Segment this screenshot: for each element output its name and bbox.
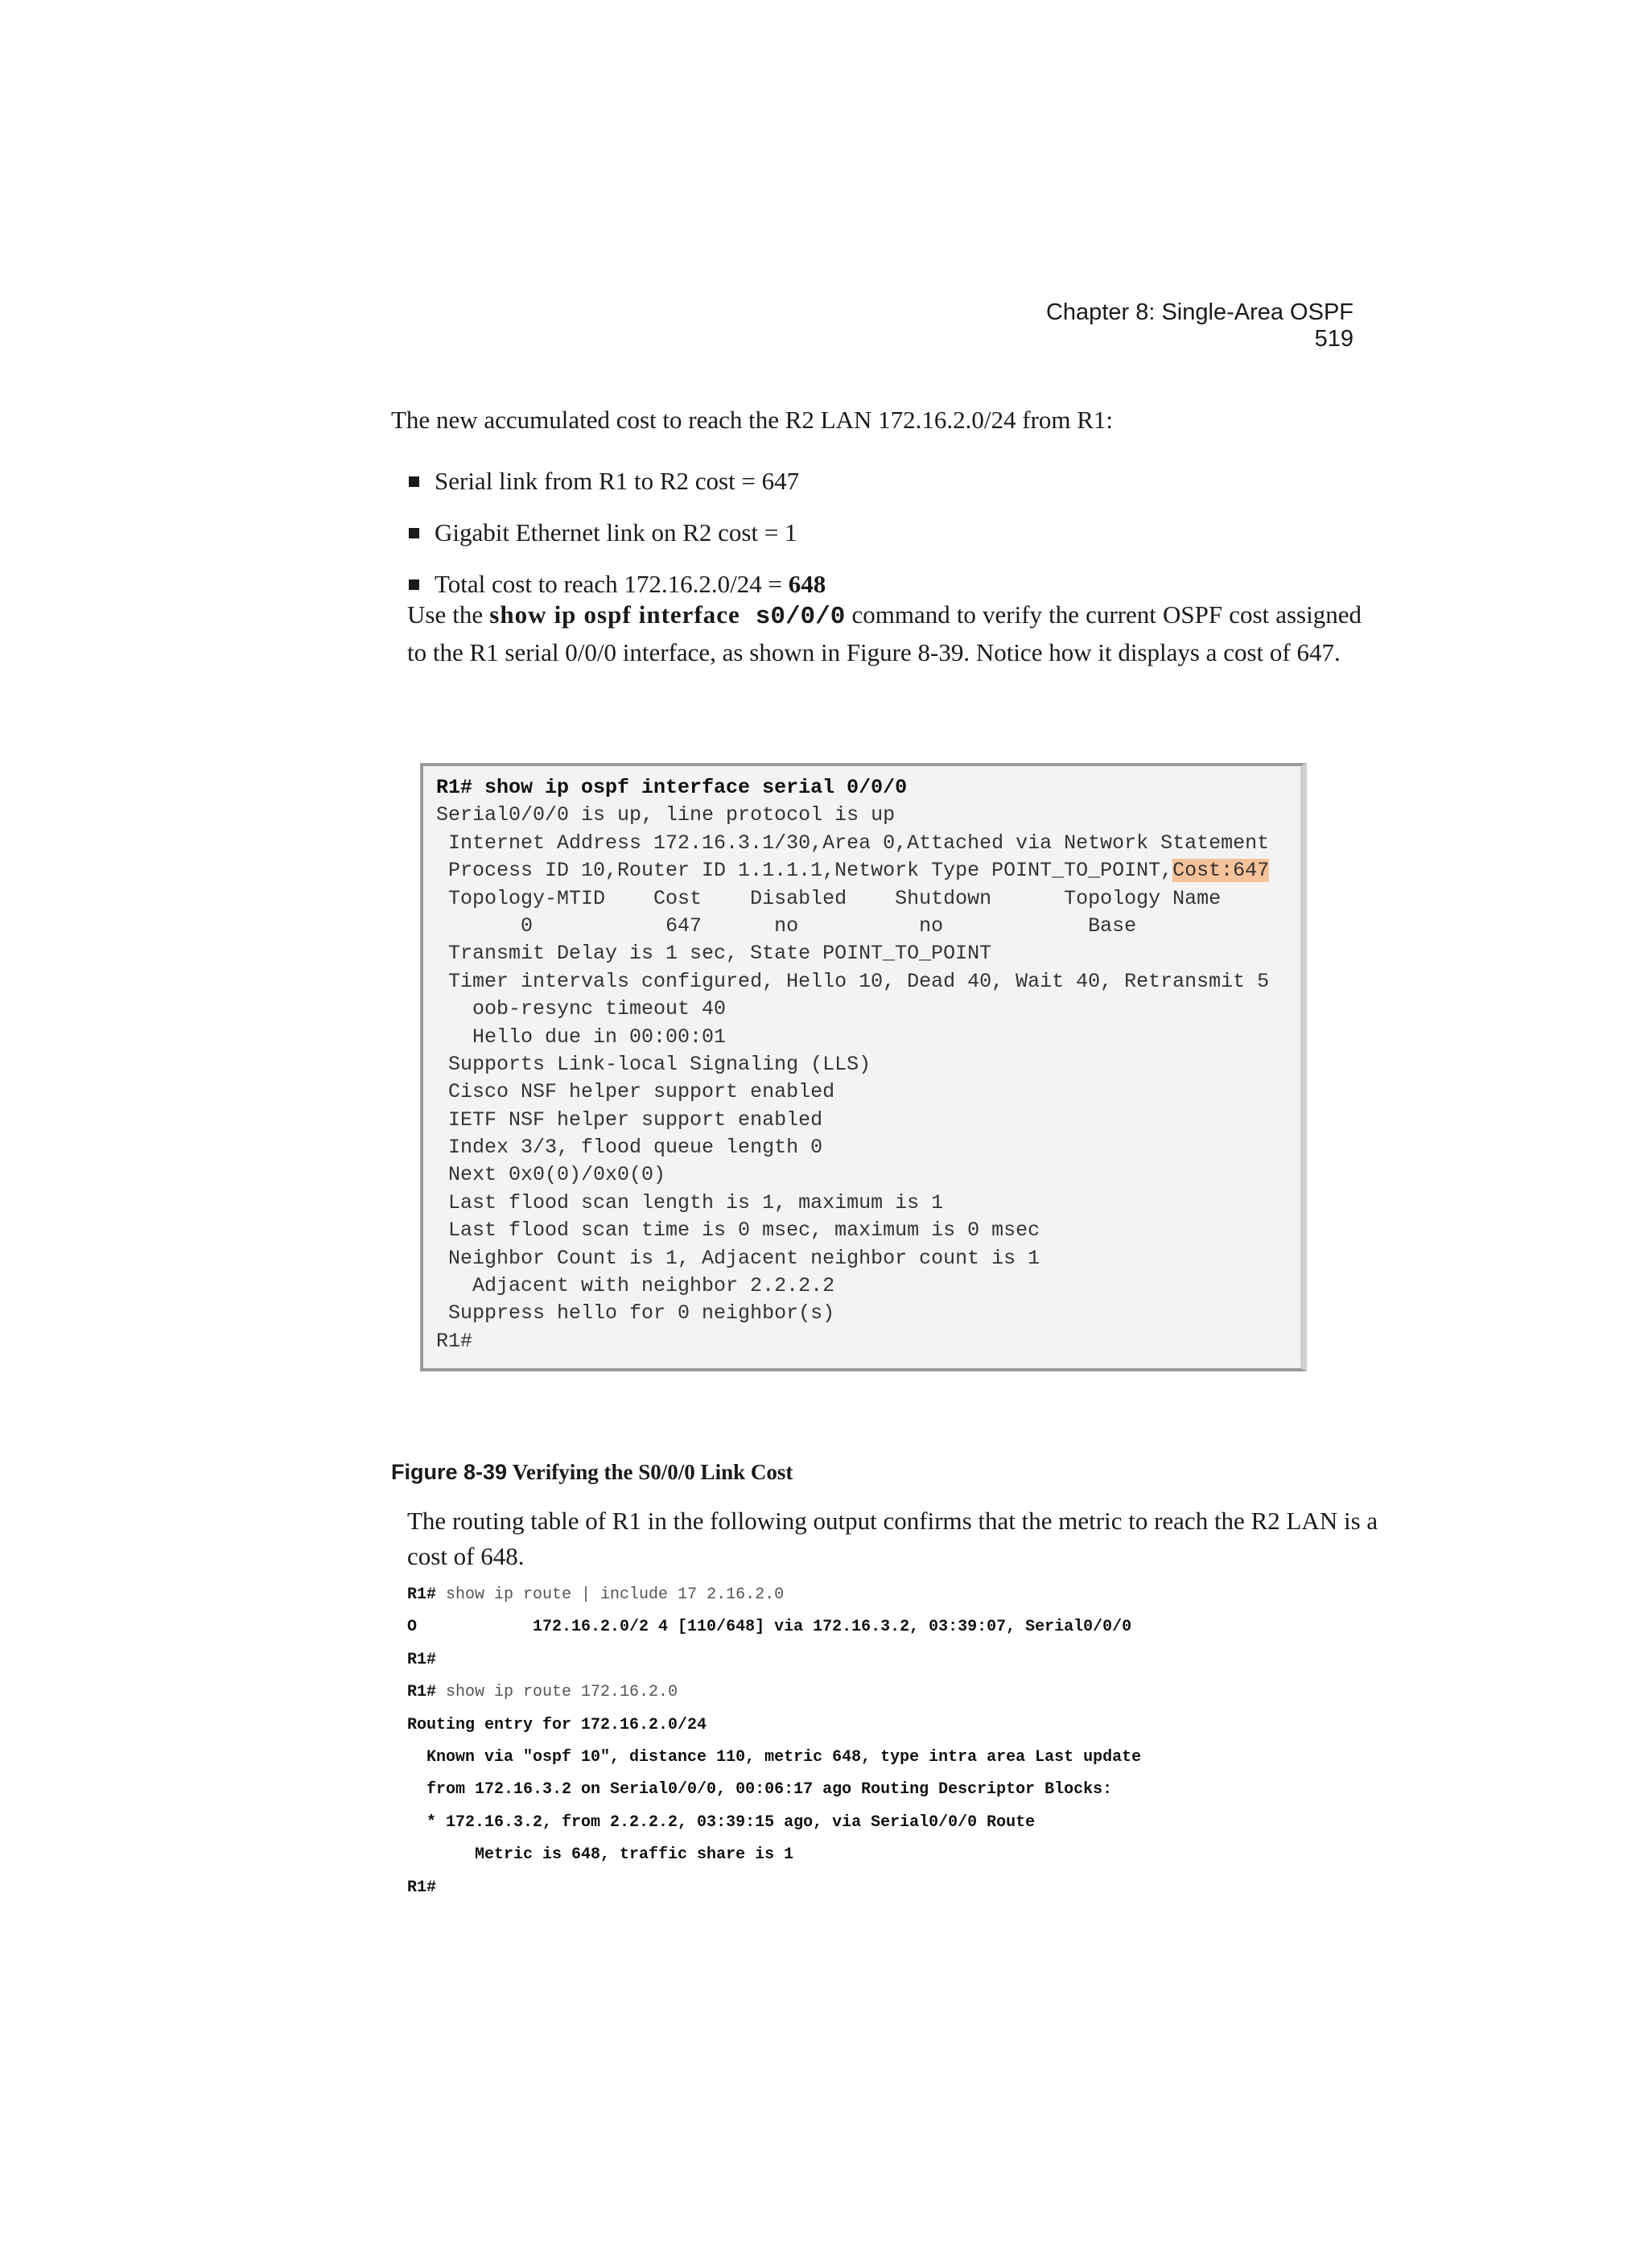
terminal-line (436, 1328, 1300, 1355)
terminal-line-text: Cisco NSF helper support enabled (436, 1080, 835, 1104)
terminal-line-text: Serial0/0/0 is up, line protocol is up (436, 803, 896, 827)
code-line (407, 1872, 1453, 1904)
code-line-bold: Metric is 648, traffic share is 1 (407, 1845, 794, 1865)
figure-title: Verifying the S0/0/0 Link Cost (512, 1460, 793, 1484)
terminal-line (436, 1217, 1300, 1244)
terminal-line-text: Neighbor Count is 1, Adjacent neighbor count is 1 (436, 1246, 1040, 1270)
cost-highlight: Cost:647 (1172, 859, 1270, 883)
terminal-line-text: Last flood scan time is 0 msec, maximum is 0 msec (436, 1219, 1040, 1243)
code-line (407, 1676, 1453, 1709)
code-line (407, 1611, 1453, 1643)
code-line (407, 1709, 1453, 1742)
terminal-line (436, 857, 1300, 885)
code-line-command: show ip route | include 17 2.16.2.0 (436, 1586, 785, 1604)
code-line-bold: * 172.16.3.2, from 2.2.2.2, 03:39:15 ago, via Serial0/0/0 Route (407, 1812, 1036, 1832)
terminal-line (436, 996, 1300, 1023)
bullet-total-value: 648 (788, 570, 826, 598)
terminal-line (436, 802, 1300, 829)
terminal-line-text: Next 0x0(0)/0x0(0) (436, 1163, 666, 1187)
figure-number: Figure 8-39 (391, 1460, 508, 1484)
code-line (407, 1644, 1453, 1676)
terminal-line-text: Timer intervals configured, Hello 10, Dead 40, Wait 40, Retransmit 5 (436, 969, 1270, 993)
code-line-bold: from 172.16.3.2 on Serial0/0/0, 00:06:17 ago Routing Descriptor Blocks: (407, 1780, 1113, 1800)
code-line-bold: O 172.16.2.0/2 4 [110/648] via 172.16.3.2, 03:39:07, Serial0/0/0 (407, 1618, 1132, 1637)
page-header: Chapter 8: Single-Area OSPF 519 (1045, 299, 1353, 352)
terminal-line-text: Hello due in 00:00:01 (436, 1025, 727, 1049)
list-item (409, 456, 826, 507)
code-line-bold: Routing entry for 172.16.2.0/24 (407, 1715, 707, 1734)
terminal-line (436, 1107, 1300, 1134)
paragraph-prefix: Use the (407, 600, 490, 629)
code-line (407, 1579, 1453, 1611)
terminal-line (436, 1161, 1300, 1189)
code-line (407, 1742, 1453, 1774)
terminal-line (436, 774, 1300, 802)
terminal-line (436, 830, 1300, 857)
code-line (407, 1774, 1453, 1806)
inline-command: show ip ospf interface (489, 600, 740, 629)
code-line-bold: R1# (407, 1650, 437, 1669)
terminal-line-text: oob-resync timeout 40 (436, 997, 727, 1021)
terminal-line-text: R1# show ip ospf interface serial 0/0/0 (436, 776, 908, 799)
terminal-line (436, 1024, 1300, 1051)
terminal-line-text: Adjacent with neighbor 2.2.2.2 (436, 1274, 835, 1298)
terminal-line-text: Process ID 10,Router ID 1.1.1.1,Network Type POINT_TO_POINT, (436, 859, 1173, 883)
code-block (407, 1579, 1453, 1904)
terminal-line-text: Internet Address 172.16.3.1/30,Area 0,Attached via Network Statement (436, 831, 1270, 855)
routing-paragraph: The routing table of R1 in the following output confirms that the metric to reach the R2 LAN is a cost of 648. (407, 1507, 1378, 1570)
terminal-line (436, 1134, 1300, 1161)
terminal-line (436, 1190, 1300, 1217)
terminal-line (436, 1051, 1300, 1078)
intro-text: The new accumulated cost to reach the R2 LAN 172.16.2.0/24 from R1: (391, 406, 1114, 434)
code-line-bold: R1# (407, 1878, 437, 1897)
code-line (407, 1807, 1453, 1839)
code-line-bold: Known via "ospf 10", distance 110, metric 648, type intra area Last update (407, 1747, 1142, 1767)
inline-command-arg: s0/0/0 (740, 603, 846, 631)
terminal-line-text: Topology-MTID Cost Disabled Shutdown Topology Name (436, 886, 1222, 910)
terminal-line (436, 968, 1300, 996)
terminal-line-text: Index 3/3, flood queue length 0 (436, 1136, 823, 1160)
bullet-text: Gigabit Ethernet link on R2 cost = 1 (435, 518, 797, 546)
bullet-square-icon (409, 579, 419, 590)
terminal-line (436, 1078, 1300, 1106)
bullet-square-icon (409, 476, 419, 487)
terminal-line (436, 1272, 1300, 1300)
terminal-line (436, 940, 1300, 967)
terminal-screenshot (420, 763, 1307, 1371)
terminal-line-text: 0 647 no no Base (436, 913, 1137, 938)
terminal-line (436, 1300, 1300, 1327)
code-line-bold: R1# (407, 1683, 437, 1702)
terminal-line (436, 885, 1300, 913)
terminal-line-text: Suppress hello for 0 neighbor(s) (436, 1301, 835, 1326)
paragraph-suffix: command to verify the current OSPF cost assigned to the R1 serial 0/0/0 interface, as shown in Figure 8-39. Notice how it displays a cost of 647. (407, 600, 1362, 666)
terminal-line-text: Supports Link-local Signaling (LLS) (436, 1052, 871, 1076)
list-item (409, 507, 826, 559)
code-line (407, 1839, 1453, 1871)
terminal-line (436, 1245, 1300, 1272)
code-line-bold: R1# (407, 1586, 437, 1604)
terminal-line (436, 913, 1300, 940)
code-line-command: show ip route 172.16.2.0 (436, 1683, 678, 1702)
bullet-text: Total cost to reach 172.16.2.0/24 = (435, 570, 789, 598)
terminal-line-text: R1# (436, 1329, 473, 1353)
figure-caption (391, 1460, 793, 1485)
terminal-line-text: Last flood scan length is 1, maximum is 1 (436, 1190, 944, 1214)
bullet-square-icon (409, 528, 419, 538)
terminal-line-text: Transmit Delay is 1 sec, State POINT_TO_POINT (436, 942, 992, 966)
verify-paragraph (407, 597, 1362, 670)
bullet-text: Serial link from R1 to R2 cost = 647 (435, 467, 800, 495)
terminal-line-text: IETF NSF helper support enabled (436, 1107, 823, 1132)
cost-bullet-list (409, 456, 826, 610)
